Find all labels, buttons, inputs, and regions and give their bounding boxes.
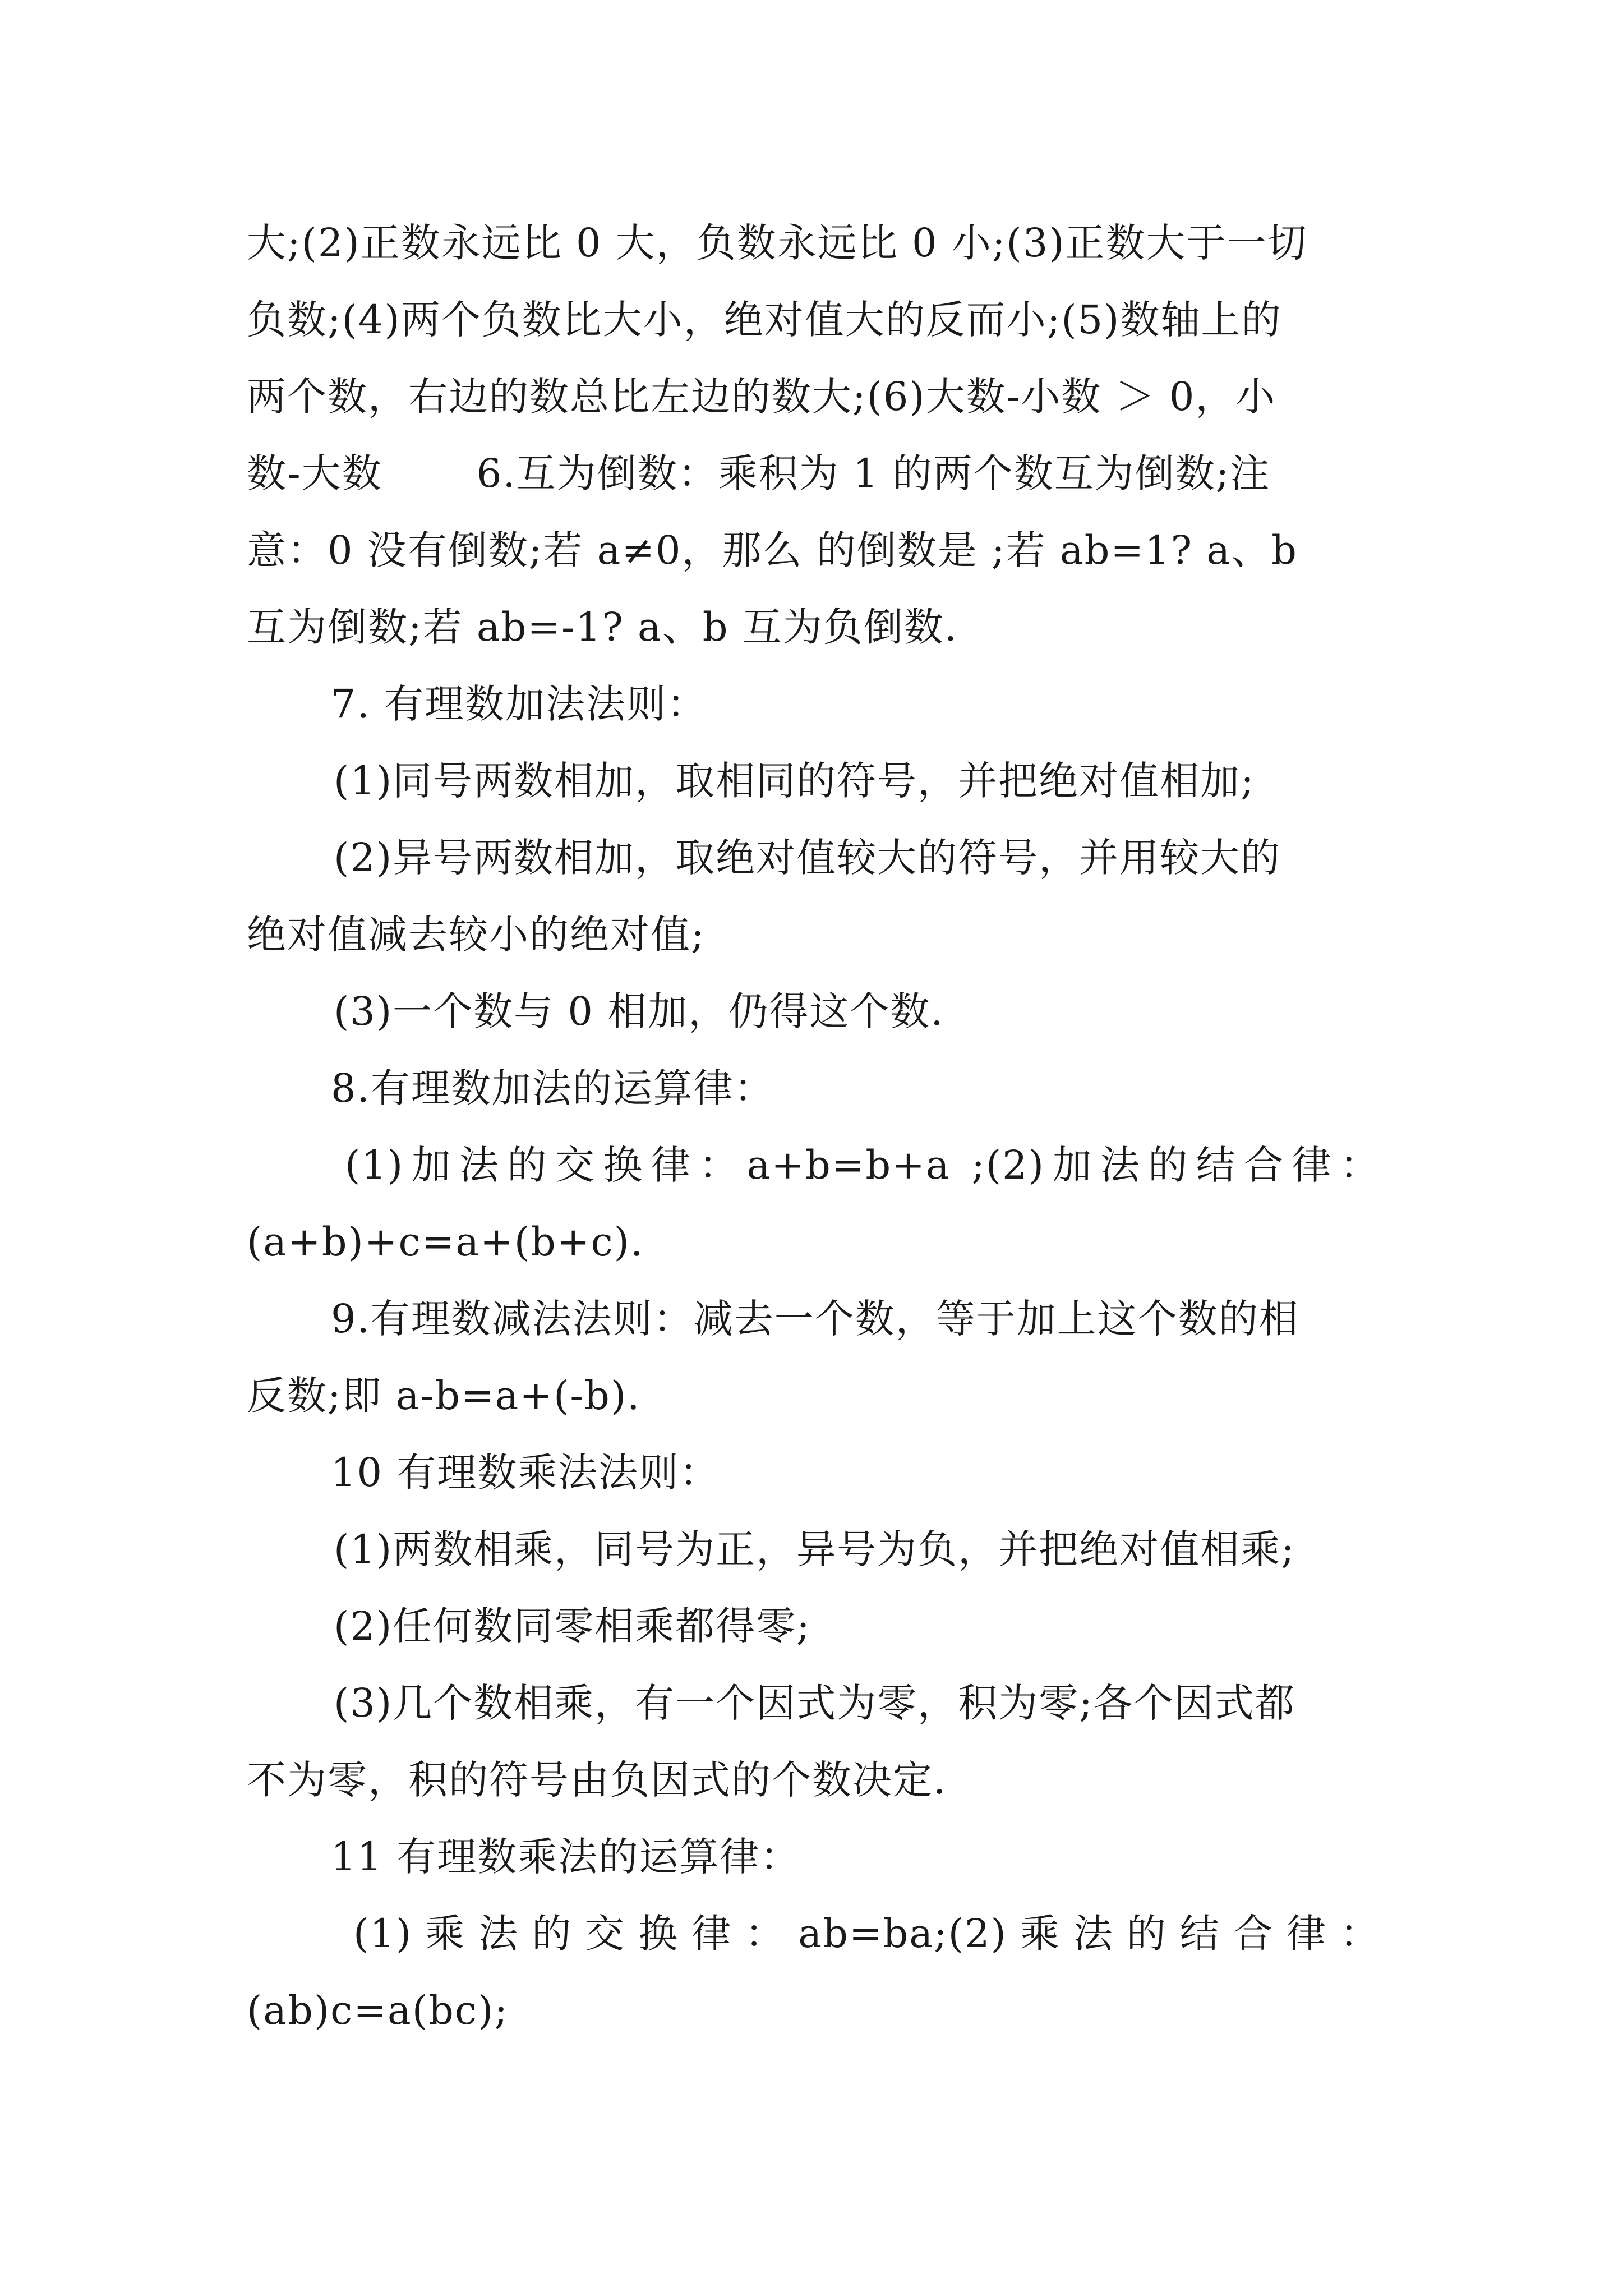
text-line: (3)几个数相乘，有一个因式为零，积为零;各个因式都 bbox=[334, 1680, 1295, 1726]
text-line: (1)两数相乘，同号为正，异号为负，并把绝对值相乘; bbox=[334, 1526, 1295, 1572]
section-heading: 8.有理数加法的运算律： bbox=[331, 1065, 774, 1111]
section-heading: 11 有理数乘法的运算律： bbox=[331, 1834, 801, 1880]
section-heading: 7. 有理数加法法则： bbox=[331, 681, 708, 727]
text-line: (1)加法的交换律：a+b=b+a ;(2)加法的结合律： bbox=[345, 1142, 1380, 1188]
text-line: 反数;即 a-b=a+(-b). bbox=[247, 1373, 641, 1419]
text-line: 绝对值减去较小的绝对值; bbox=[247, 912, 706, 958]
section-heading: 10 有理数乘法法则： bbox=[331, 1450, 720, 1496]
text-line: (1)同号两数相加，取相同的符号，并把绝对值相加; bbox=[334, 758, 1255, 804]
text-line: 两个数，右边的数总比左边的数大;(6)大数-小数 ＞ 0，小 bbox=[247, 374, 1276, 420]
text-line: 数-大数 6.互为倒数：乘积为 1 的两个数互为倒数;注 bbox=[247, 450, 1271, 496]
text-line: 意：0 没有倒数;若 a≠0，那么 的倒数是 ;若 ab=1? a、b bbox=[247, 527, 1298, 573]
text-line: 大;(2)正数永远比 0 大，负数永远比 0 小;(3)正数大于一切 bbox=[247, 220, 1308, 266]
text-line: (2)任何数同零相乘都得零; bbox=[334, 1603, 811, 1649]
text-line: 不为零，积的符号由负因式的个数决定. bbox=[247, 1757, 947, 1803]
text-line: (2)异号两数相加，取绝对值较大的符号，并用较大的 bbox=[334, 835, 1281, 881]
formula-line: (ab)c=a(bc); bbox=[247, 1987, 509, 2033]
text-line: (1)乘法的交换律：ab=ba;(2)乘法的结合律： bbox=[353, 1911, 1380, 1957]
formula-line: (a+b)+c=a+(b+c). bbox=[247, 1219, 644, 1265]
section-heading: 9.有理数减法法则：减去一个数，等于加上这个数的相 bbox=[331, 1296, 1299, 1342]
text-line: (3)一个数与 0 相加，仍得这个数. bbox=[334, 988, 944, 1034]
text-line: 负数;(4)两个负数比大小，绝对值大的反而小;(5)数轴上的 bbox=[247, 297, 1282, 343]
text-line: 互为倒数;若 ab=-1? a、b 互为负倒数. bbox=[247, 604, 958, 650]
